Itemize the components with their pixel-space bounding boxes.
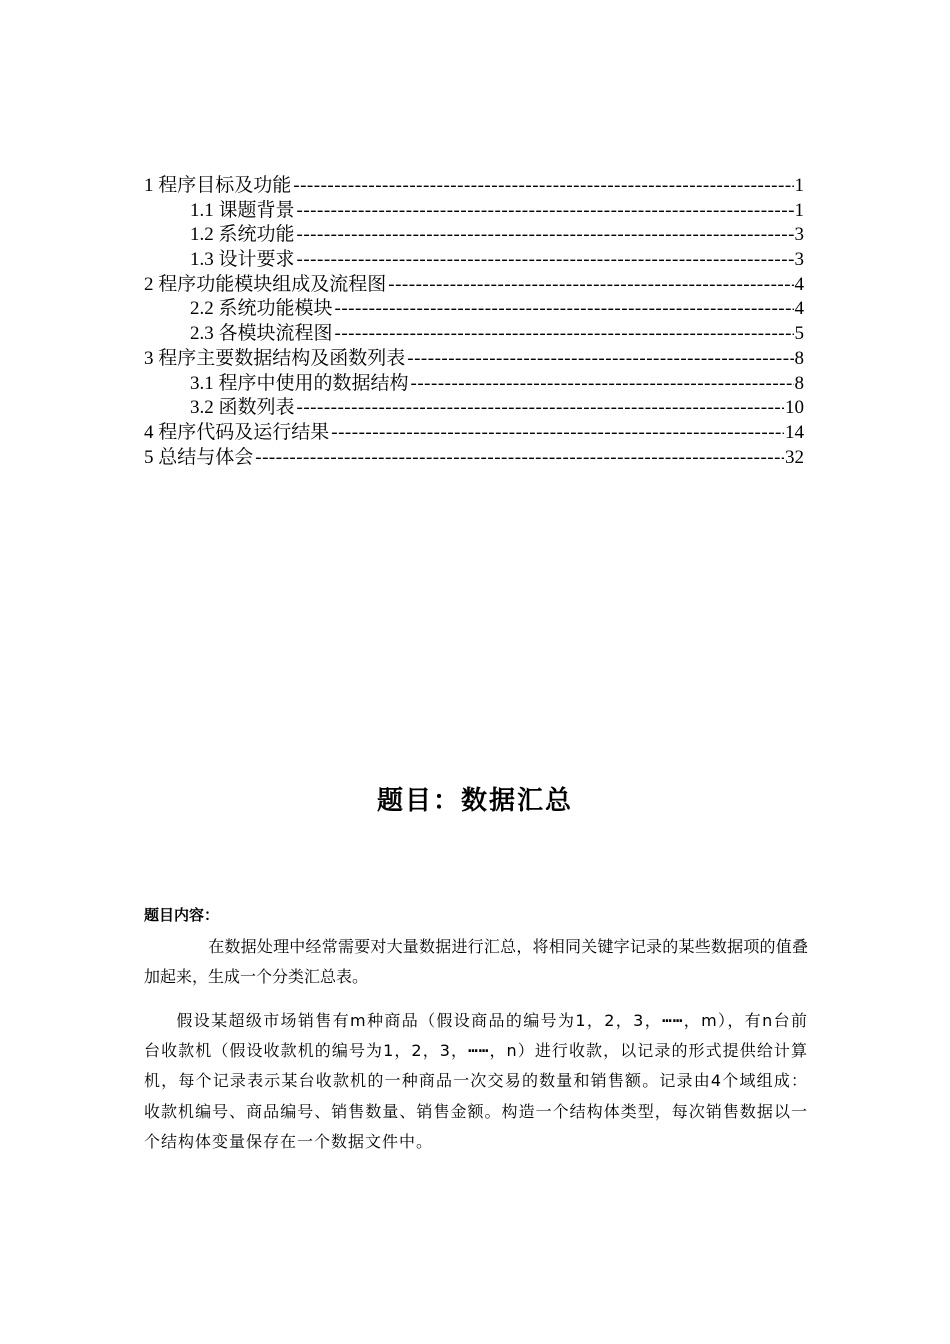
toc-entry-page: 10	[785, 397, 804, 419]
toc-entry-label: 2.2 系统功能模块	[190, 298, 333, 320]
toc-entry-label: 4 程序代码及运行结果	[144, 421, 330, 443]
toc-dot-leader	[297, 248, 794, 273]
toc-entry-1-1[interactable]	[144, 199, 804, 224]
toc-entry-page: 32	[785, 446, 804, 468]
toc-entry-page: 3	[794, 249, 804, 271]
toc-dot-leader	[335, 297, 794, 322]
toc-entry-label: 3 程序主要数据结构及函数列表	[144, 347, 406, 369]
toc-dot-leader	[388, 273, 793, 298]
toc-dot-leader	[335, 322, 794, 347]
toc-dot-leader	[407, 347, 793, 372]
toc-entry-label: 3.2 函数列表	[190, 397, 295, 419]
toc-entry-1-2[interactable]	[144, 223, 804, 248]
toc-entry-page: 4	[794, 273, 804, 295]
toc-entry-3-2[interactable]	[144, 396, 804, 421]
toc-entry-page: 14	[785, 421, 804, 443]
toc-entry-label: 1 程序目标及功能	[144, 175, 292, 196]
toc-dot-leader	[293, 174, 793, 199]
body-paragraph-1	[144, 932, 808, 992]
toc-entry-1-3[interactable]	[144, 248, 804, 273]
toc-entry-5[interactable]	[144, 446, 804, 471]
toc-entry-label: 1.1 课题背景	[190, 199, 295, 221]
toc-dot-leader	[331, 421, 784, 446]
table-of-contents	[144, 174, 804, 470]
toc-entry-page: 1	[794, 175, 804, 196]
paragraph-text: 假设某超级市场销售有m种商品（假设商品的编号为1，2，3，┅┅，m），有n台前台收款机（假设收款机的编号为1，2，3，┅┅，n）进行收款，以记录的形式提供给计算机，每个记录表示某台收款机的一种商品一次交易的数量和销售额。记录由4个域组成：收款机编号、商品编号、销售数量、销售金额。构造一个结构体类型，每次销售数据以一个结构体变量保存在一个数据文件中。	[144, 1011, 808, 1151]
toc-entry-page: 3	[794, 224, 804, 246]
toc-entry-label: 3.1 程序中使用的数据结构	[190, 372, 409, 394]
section-heading: 题目内容：	[144, 906, 220, 924]
toc-entry-page: 4	[794, 298, 804, 320]
toc-entry-label: 1.2 系统功能	[190, 224, 295, 246]
toc-entry-2-2[interactable]	[144, 297, 804, 322]
toc-entry-label: 1.3 设计要求	[190, 249, 295, 271]
toc-entry-3[interactable]	[144, 347, 804, 372]
toc-entry-page: 1	[794, 199, 804, 221]
toc-dot-leader	[297, 396, 784, 421]
toc-dot-leader	[297, 223, 794, 248]
toc-entry-page: 5	[794, 323, 804, 345]
toc-entry-3-1[interactable]	[144, 372, 804, 397]
toc-entry-4[interactable]	[144, 421, 804, 446]
document-title: 题目：数据汇总	[376, 786, 573, 816]
paragraph-text: 在数据处理中经常需要对大量数据进行汇总，将相同关键字记录的某些数据项的值叠加起来，生成一个分类汇总表。	[144, 937, 808, 987]
toc-entry-page: 8	[794, 372, 804, 394]
toc-dot-leader	[411, 372, 794, 397]
body-paragraph-2	[144, 1006, 808, 1157]
toc-entry-2[interactable]	[144, 273, 804, 298]
toc-entry-2-3[interactable]	[144, 322, 804, 347]
toc-dot-leader	[255, 446, 784, 471]
toc-dot-leader	[297, 199, 794, 224]
toc-entry-1[interactable]	[144, 174, 804, 199]
toc-entry-label: 2.3 各模块流程图	[190, 323, 333, 345]
toc-entry-label: 5 总结与体会	[144, 446, 254, 468]
toc-entry-label: 2 程序功能模块组成及流程图	[144, 273, 387, 295]
toc-entry-page: 8	[794, 347, 804, 369]
